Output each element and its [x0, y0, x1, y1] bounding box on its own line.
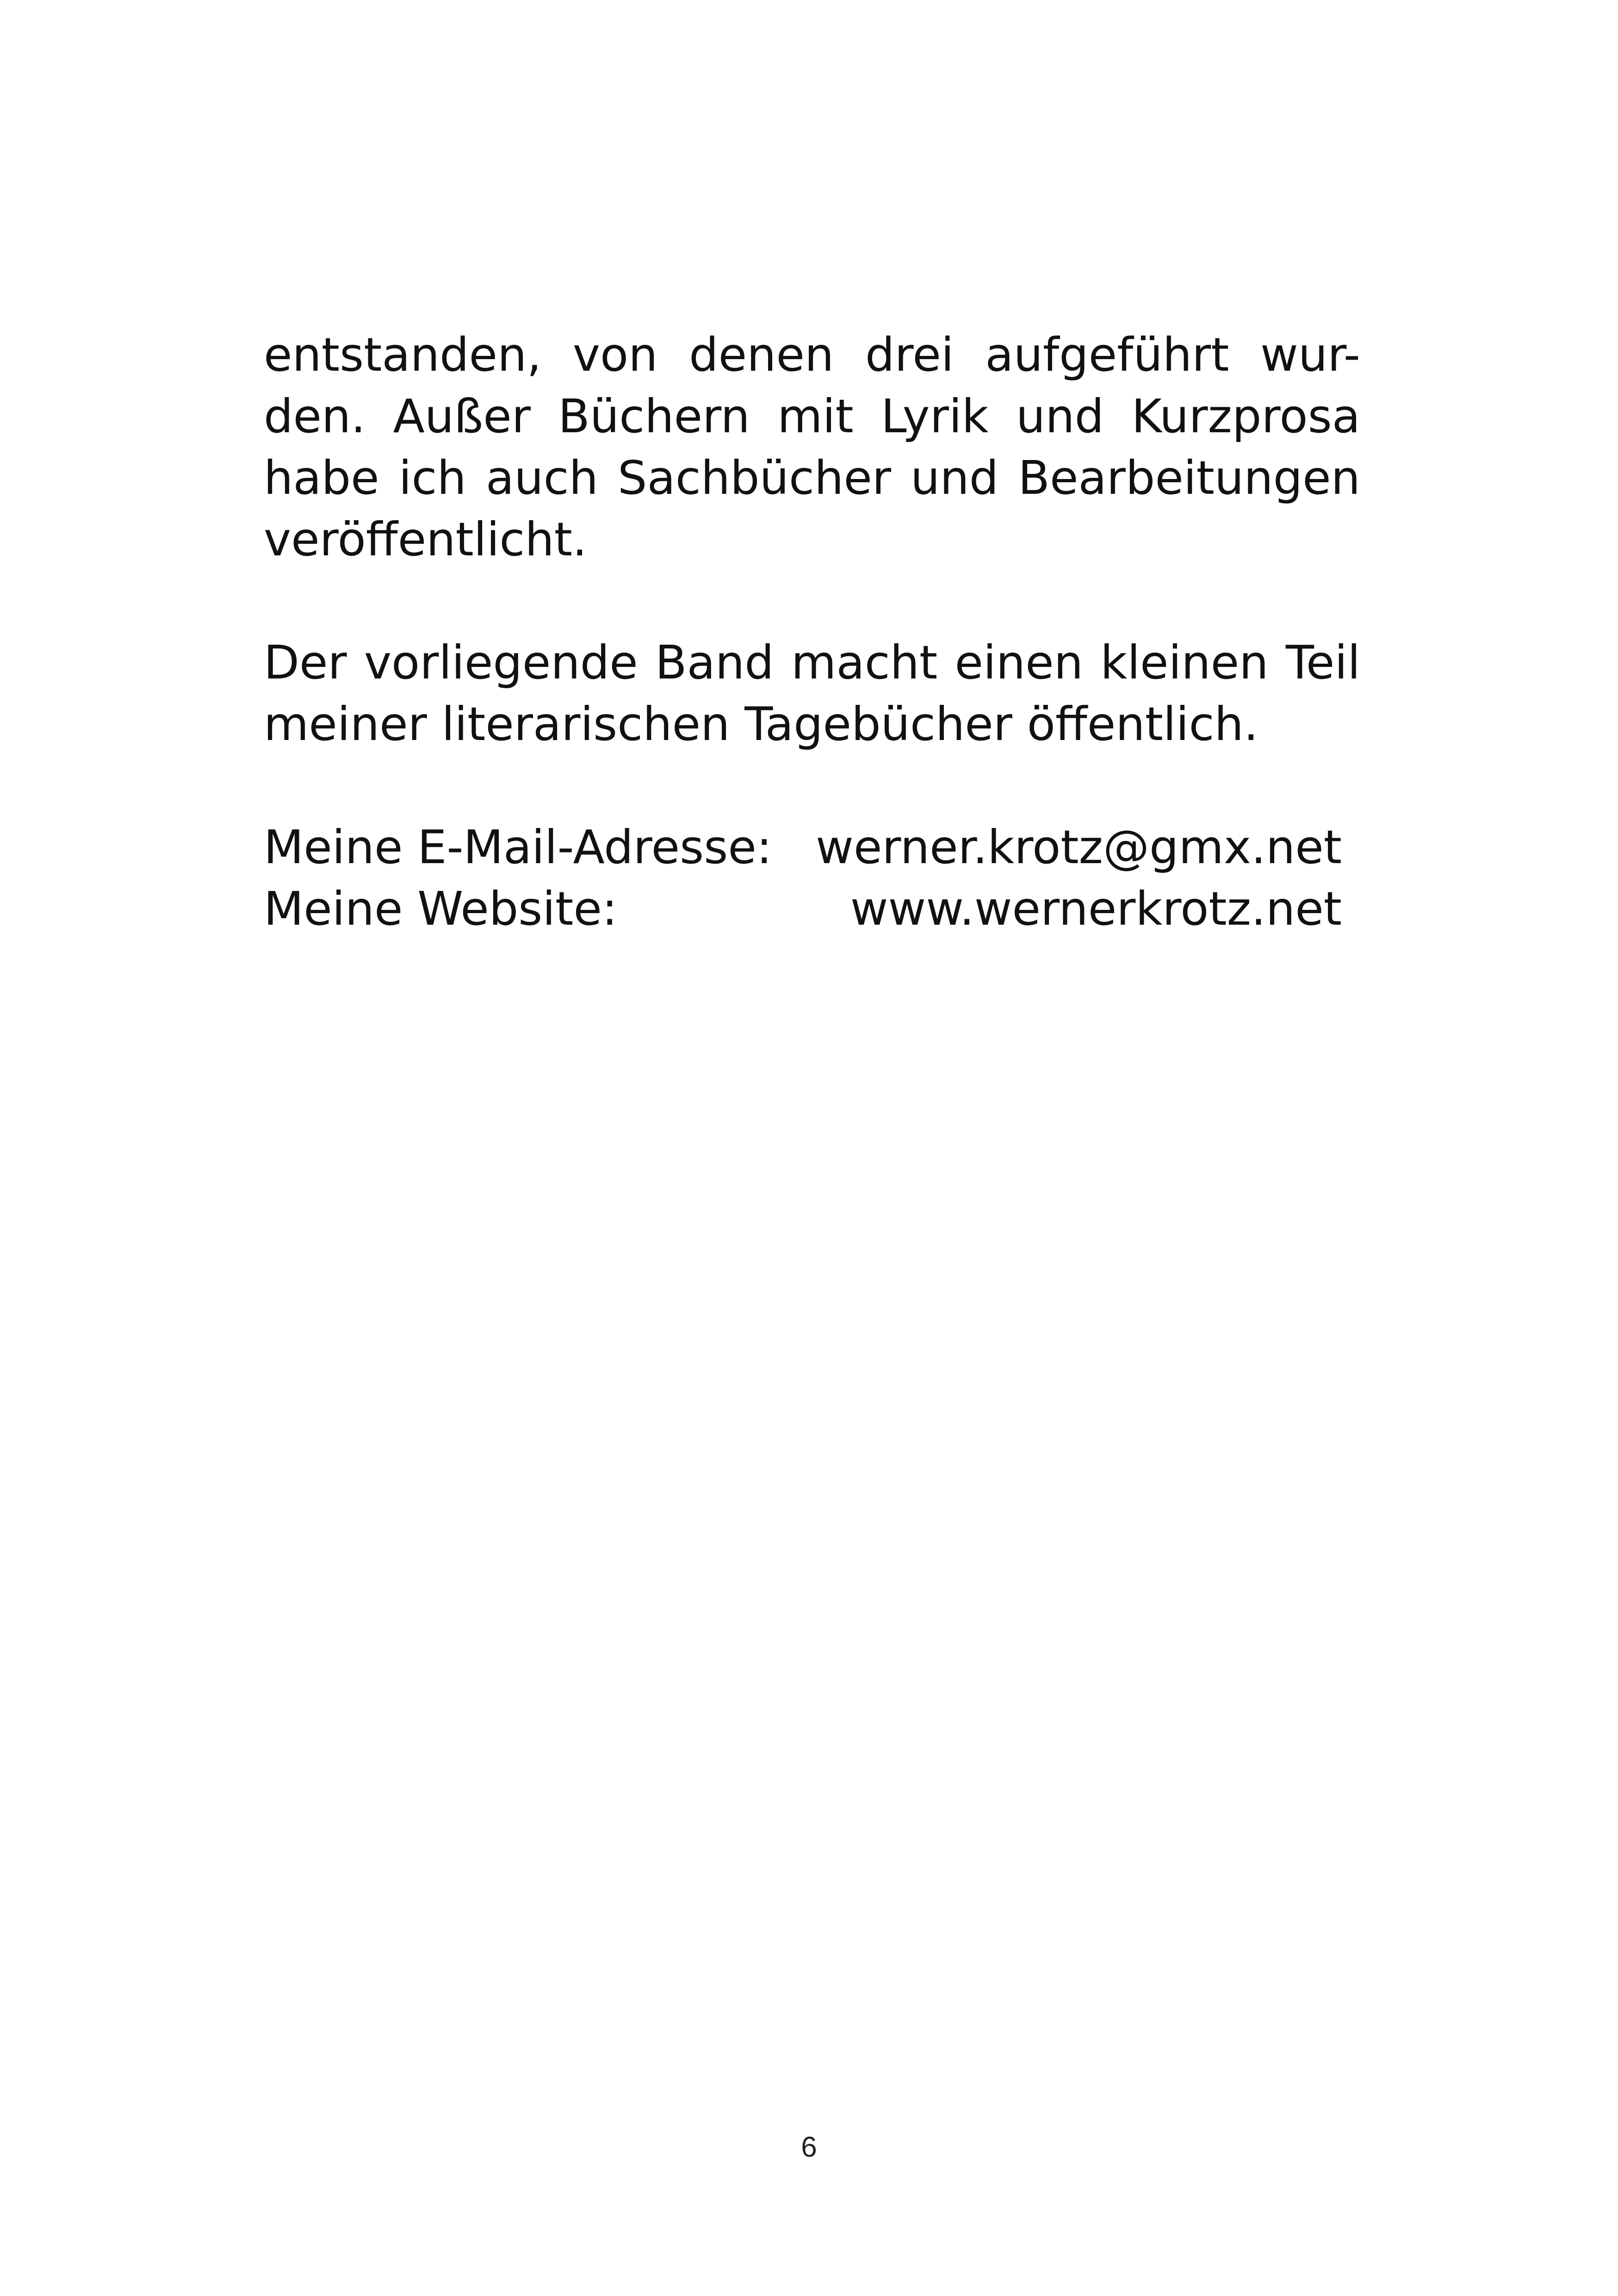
website-label: Meine Website:	[264, 882, 618, 936]
paragraph-volume	[264, 632, 1360, 755]
email-address: werner.krotz@gmx.net	[816, 820, 1342, 874]
email-row	[264, 816, 1342, 878]
page-body	[264, 324, 1360, 940]
website-address: www.wernerkrotz.net	[850, 882, 1342, 936]
page-number: 6	[801, 2131, 817, 2163]
text-line: Der vorliegende Band macht einen kleinen Teil	[264, 635, 1360, 690]
text-line: habe ich auch Sachbücher und Bearbeitungen	[264, 451, 1360, 505]
paragraph-spacer	[264, 570, 1360, 632]
text-line: den. Außer Büchern mit Lyrik und Kurzprosa	[264, 389, 1360, 443]
contact-block	[264, 816, 1360, 940]
text-line: entstanden, von denen drei aufgeführt wur-	[264, 328, 1360, 382]
paragraph-spacer	[264, 755, 1360, 816]
text-line: meiner literarischen Tagebücher öffentlich.	[264, 697, 1258, 751]
email-label: Meine E-Mail-Adresse:	[264, 820, 772, 874]
paragraph-biography	[264, 324, 1360, 570]
website-row	[264, 878, 1342, 940]
text-line: veröffentlicht.	[264, 512, 587, 566]
